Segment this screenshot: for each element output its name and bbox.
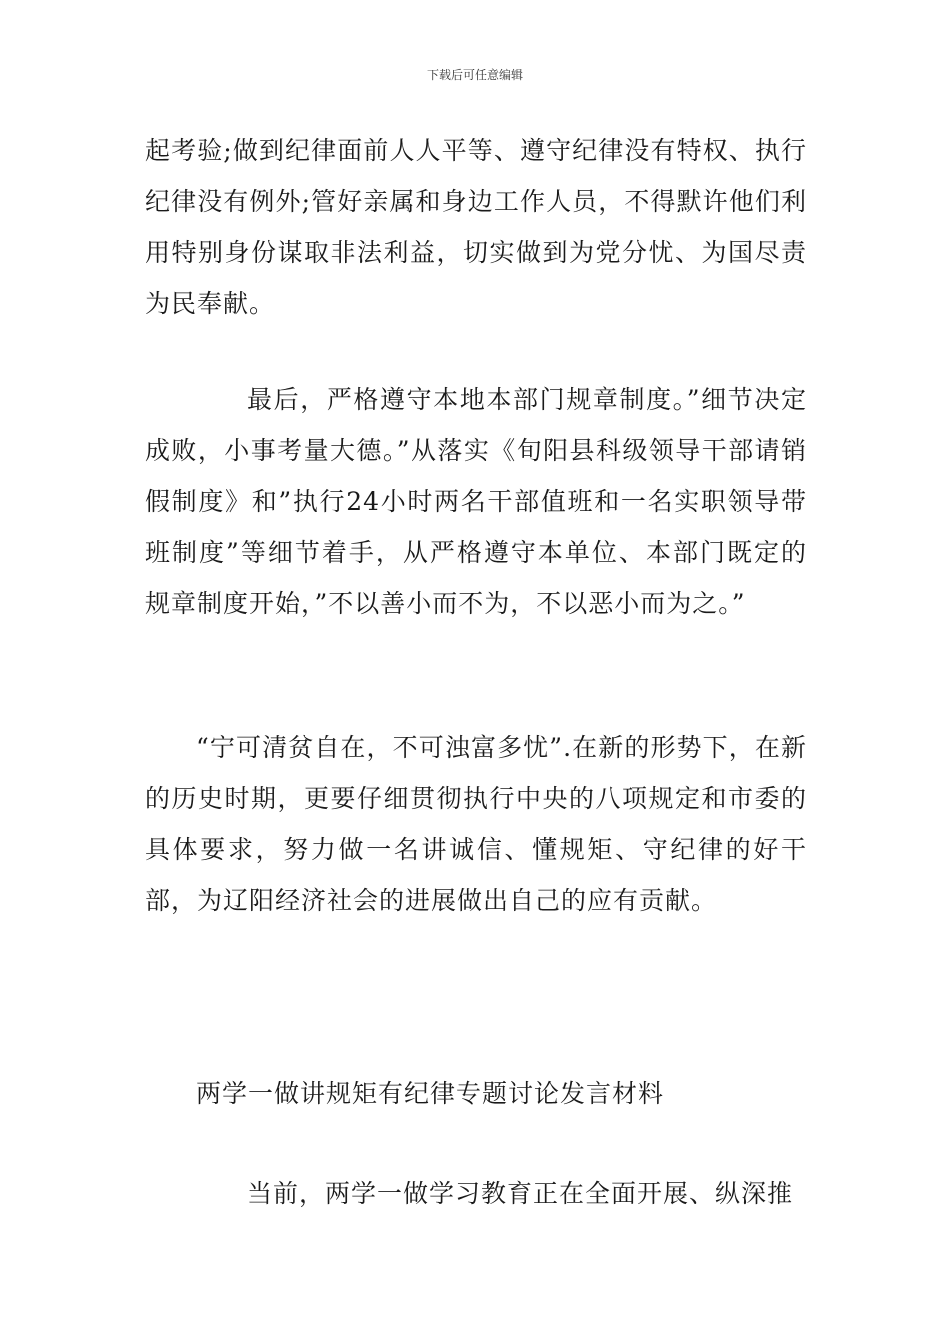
paragraph-opening: 当前，两学一做学习教育正在全面开展、纵深推 — [247, 1179, 794, 1208]
paragraph-conclusion: “宁可清贫自在，不可浊富多忧”.在新的形势下，在新的历史时期，更要仔细贯彻执行中央的八项规定和市委的具体要求，努力做一名讲诚信、懂规矩、守纪律的好干部，为辽阳经济社会的进展做出自己的应有贡献。 — [145, 733, 807, 915]
section-title: 两学一做讲规矩有纪律专题讨论发言材料 — [196, 1079, 665, 1108]
page-header-note: 下载后可任意编辑 — [426, 68, 523, 82]
paragraph-discipline: 起考验;做到纪律面前人人平等、遵守纪律没有特权、执行纪律没有例外;管好亲属和身边工作人员，不得默许他们利用特别身份谋取非法利益，切实做到为党分忧、为国尽责为民奉献。 — [145, 136, 807, 318]
paragraph-rules: 最后，严格遵守本地本部门规章制度。”细节决定成败，小事考量大德。”从落实《旬阳县科级领导干部请销假制度》和”执行24小时两名干部值班和一名实职领导带班制度”等细节着手，从严格遵守本单位、本部门既定的规章制度开始，”不以善小而不为，不以恶小而为之。” — [145, 385, 807, 618]
